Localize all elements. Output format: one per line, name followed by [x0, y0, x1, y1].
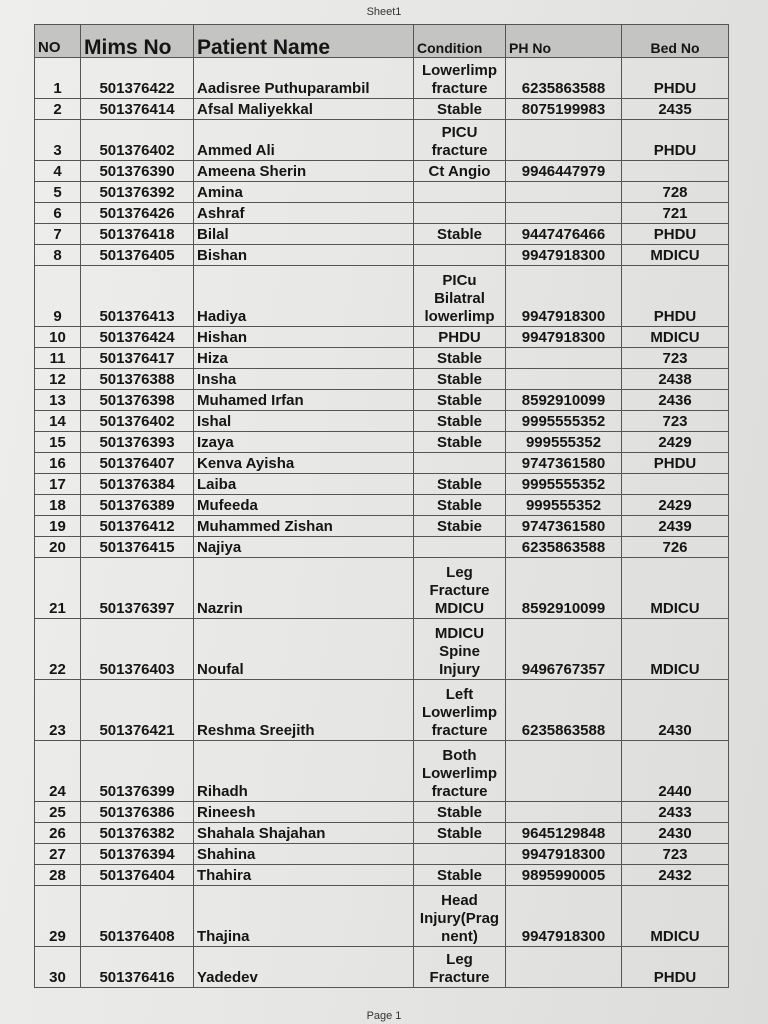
cell-mims-no: 501376398	[81, 390, 194, 411]
cell-condition	[414, 266, 506, 327]
cell-bed-no: 726	[622, 537, 729, 558]
cell-ph-no: 9447476466	[506, 224, 622, 245]
cell-no: 5	[35, 182, 81, 203]
header-condition: Condition	[414, 25, 506, 58]
condition-line: Stable	[436, 413, 482, 430]
cell-ph-no: 999555352	[506, 432, 622, 453]
condition-line: Stable	[436, 825, 482, 842]
cell-ph-no	[506, 348, 622, 369]
cell-no: 29	[35, 886, 81, 947]
cell-bed-no: 2439	[622, 516, 729, 537]
cell-mims-no: 501376417	[81, 348, 194, 369]
header-ph-no: PH No	[506, 25, 622, 58]
cell-ph-no: 9747361580	[506, 516, 622, 537]
header-mims-no: Mims No	[81, 25, 194, 58]
condition-line: Injury(Prag	[419, 910, 500, 927]
condition-line: Ct Angio	[428, 163, 491, 180]
cell-no: 10	[35, 327, 81, 348]
condition-line: Stable	[436, 392, 482, 409]
cell-no: 11	[35, 348, 81, 369]
cell-no: 7	[35, 224, 81, 245]
cell-patient-name: Laiba	[194, 474, 414, 495]
cell-mims-no: 501376414	[81, 99, 194, 120]
condition-line: Stable	[436, 226, 482, 243]
cell-mims-no: 501376388	[81, 369, 194, 390]
cell-condition	[414, 432, 506, 453]
table-row	[35, 266, 729, 327]
cell-mims-no: 501376393	[81, 432, 194, 453]
cell-mims-no: 501376382	[81, 823, 194, 844]
cell-ph-no: 6235863588	[506, 680, 622, 741]
sheet-title: Sheet1	[366, 6, 402, 18]
cell-mims-no: 501376418	[81, 224, 194, 245]
cell-mims-no: 501376408	[81, 886, 194, 947]
table-row	[35, 741, 729, 802]
table-header-row	[35, 25, 729, 58]
header-patient-name: Patient Name	[194, 25, 414, 58]
cell-condition	[414, 844, 506, 865]
cell-patient-name: Thajina	[194, 886, 414, 947]
cell-ph-no: 9496767357	[506, 619, 622, 680]
cell-patient-name: Muhamed Irfan	[194, 390, 414, 411]
condition-line: fracture	[431, 783, 488, 800]
table-row	[35, 474, 729, 495]
table-row	[35, 224, 729, 245]
cell-no: 19	[35, 516, 81, 537]
cell-condition	[414, 369, 506, 390]
cell-condition	[414, 865, 506, 886]
cell-bed-no: 2440	[622, 741, 729, 802]
cell-no: 23	[35, 680, 81, 741]
table-row	[35, 327, 729, 348]
condition-line: Stable	[436, 804, 482, 821]
cell-condition	[414, 474, 506, 495]
cell-patient-name: Afsal Maliyekkal	[194, 99, 414, 120]
cell-mims-no: 501376405	[81, 245, 194, 266]
cell-bed-no: MDICU	[622, 619, 729, 680]
table-row	[35, 516, 729, 537]
cell-patient-name: Thahira	[194, 865, 414, 886]
cell-mims-no: 501376394	[81, 844, 194, 865]
cell-ph-no: 9895990005	[506, 865, 622, 886]
cell-ph-no	[506, 369, 622, 390]
cell-no: 30	[35, 947, 81, 988]
cell-ph-no	[506, 120, 622, 161]
cell-bed-no: 723	[622, 844, 729, 865]
cell-bed-no: PHDU	[622, 947, 729, 988]
cell-bed-no: 728	[622, 182, 729, 203]
cell-patient-name: Bishan	[194, 245, 414, 266]
cell-no: 20	[35, 537, 81, 558]
cell-mims-no: 501376416	[81, 947, 194, 988]
cell-condition	[414, 203, 506, 224]
cell-ph-no: 6235863588	[506, 58, 622, 99]
cell-mims-no: 501376426	[81, 203, 194, 224]
table-row	[35, 947, 729, 988]
table-row	[35, 823, 729, 844]
condition-line: fracture	[431, 80, 488, 97]
condition-line: PHDU	[438, 329, 481, 346]
cell-mims-no: 501376402	[81, 411, 194, 432]
cell-patient-name: Hadiya	[194, 266, 414, 327]
cell-condition	[414, 120, 506, 161]
table-row	[35, 537, 729, 558]
cell-condition	[414, 619, 506, 680]
condition-line: Stable	[436, 476, 482, 493]
cell-no: 24	[35, 741, 81, 802]
condition-line: Both	[442, 747, 477, 764]
condition-line: Stable	[436, 497, 482, 514]
table-row	[35, 619, 729, 680]
cell-ph-no: 9995555352	[506, 411, 622, 432]
cell-patient-name: Amina	[194, 182, 414, 203]
cell-bed-no: MDICU	[622, 886, 729, 947]
cell-patient-name: Reshma Sreejith	[194, 680, 414, 741]
table-row	[35, 245, 729, 266]
cell-no: 28	[35, 865, 81, 886]
cell-patient-name: Aadisree Puthuparambil	[194, 58, 414, 99]
cell-condition	[414, 161, 506, 182]
condition-line: Stabie	[436, 518, 482, 535]
condition-line: PICU	[441, 124, 478, 141]
cell-bed-no: 2438	[622, 369, 729, 390]
cell-bed-no: 2432	[622, 865, 729, 886]
condition-line: Lowerlimp	[421, 62, 497, 79]
table-row	[35, 161, 729, 182]
cell-ph-no: 999555352	[506, 495, 622, 516]
condition-line: Bilatral	[434, 290, 485, 307]
cell-patient-name: Ammed Ali	[194, 120, 414, 161]
cell-no: 21	[35, 558, 81, 619]
cell-patient-name: Ashraf	[194, 203, 414, 224]
cell-mims-no: 501376389	[81, 495, 194, 516]
cell-patient-name: Hiza	[194, 348, 414, 369]
cell-bed-no: PHDU	[622, 224, 729, 245]
cell-bed-no: MDICU	[622, 558, 729, 619]
table-row	[35, 348, 729, 369]
cell-bed-no	[622, 474, 729, 495]
condition-line: Injury	[439, 661, 480, 678]
table-row	[35, 844, 729, 865]
cell-patient-name: Noufal	[194, 619, 414, 680]
cell-no: 3	[35, 120, 81, 161]
table-row	[35, 369, 729, 390]
cell-condition	[414, 886, 506, 947]
cell-mims-no: 501376413	[81, 266, 194, 327]
cell-bed-no: 723	[622, 411, 729, 432]
table-row	[35, 802, 729, 823]
table-row	[35, 99, 729, 120]
cell-bed-no: 2435	[622, 99, 729, 120]
cell-patient-name: Ishal	[194, 411, 414, 432]
cell-patient-name: Mufeeda	[194, 495, 414, 516]
cell-mims-no: 501376399	[81, 741, 194, 802]
cell-no: 13	[35, 390, 81, 411]
condition-line: lowerlimp	[424, 308, 495, 325]
cell-no: 27	[35, 844, 81, 865]
table-row	[35, 453, 729, 474]
table-row	[35, 680, 729, 741]
cell-bed-no: PHDU	[622, 266, 729, 327]
table-row	[35, 411, 729, 432]
table-row	[35, 203, 729, 224]
cell-no: 16	[35, 453, 81, 474]
cell-ph-no: 9747361580	[506, 453, 622, 474]
condition-line: Stable	[436, 371, 482, 388]
table-row	[35, 390, 729, 411]
condition-line: Stable	[436, 101, 482, 118]
cell-mims-no: 501376415	[81, 537, 194, 558]
cell-patient-name: Insha	[194, 369, 414, 390]
cell-no: 12	[35, 369, 81, 390]
cell-mims-no: 501376397	[81, 558, 194, 619]
cell-mims-no: 501376412	[81, 516, 194, 537]
cell-patient-name: Kenva Ayisha	[194, 453, 414, 474]
cell-ph-no: 9947918300	[506, 327, 622, 348]
page-footer: Page 1	[366, 1010, 402, 1022]
cell-condition	[414, 558, 506, 619]
cell-bed-no: 2433	[622, 802, 729, 823]
condition-line: Left	[445, 686, 474, 703]
cell-bed-no: 2430	[622, 823, 729, 844]
cell-condition	[414, 537, 506, 558]
condition-line: Lowerlimp	[421, 765, 497, 782]
cell-condition	[414, 224, 506, 245]
cell-condition	[414, 680, 506, 741]
condition-line: PICu	[442, 272, 477, 289]
cell-mims-no: 501376422	[81, 58, 194, 99]
cell-condition	[414, 390, 506, 411]
condition-line: Leg	[446, 951, 473, 968]
condition-line: Fracture	[429, 582, 490, 599]
cell-mims-no: 501376392	[81, 182, 194, 203]
condition-line: fracture	[431, 142, 488, 159]
cell-patient-name: Muhammed Zishan	[194, 516, 414, 537]
cell-ph-no: 9645129848	[506, 823, 622, 844]
cell-no: 15	[35, 432, 81, 453]
cell-ph-no	[506, 802, 622, 823]
table-row	[35, 432, 729, 453]
condition-line: nent)	[441, 928, 478, 945]
cell-mims-no: 501376421	[81, 680, 194, 741]
table-row	[35, 495, 729, 516]
cell-condition	[414, 741, 506, 802]
cell-patient-name: Yadedev	[194, 947, 414, 988]
cell-patient-name: Rineesh	[194, 802, 414, 823]
cell-ph-no: 9947918300	[506, 266, 622, 327]
cell-ph-no: 9947918300	[506, 886, 622, 947]
cell-bed-no: PHDU	[622, 453, 729, 474]
condition-line: Head	[441, 892, 478, 909]
cell-no: 25	[35, 802, 81, 823]
cell-condition	[414, 99, 506, 120]
cell-no: 14	[35, 411, 81, 432]
cell-bed-no: 2430	[622, 680, 729, 741]
cell-no: 9	[35, 266, 81, 327]
cell-patient-name: Shahina	[194, 844, 414, 865]
cell-condition	[414, 411, 506, 432]
cell-patient-name: Rihadh	[194, 741, 414, 802]
condition-line: Spine	[439, 643, 480, 660]
cell-condition	[414, 245, 506, 266]
cell-no: 6	[35, 203, 81, 224]
cell-patient-name: Ameena Sherin	[194, 161, 414, 182]
cell-mims-no: 501376384	[81, 474, 194, 495]
cell-bed-no: 2429	[622, 495, 729, 516]
cell-bed-no: MDICU	[622, 327, 729, 348]
cell-patient-name: Najiya	[194, 537, 414, 558]
cell-ph-no: 9947918300	[506, 245, 622, 266]
cell-ph-no	[506, 203, 622, 224]
cell-patient-name: Bilal	[194, 224, 414, 245]
cell-ph-no	[506, 947, 622, 988]
cell-bed-no: 723	[622, 348, 729, 369]
cell-no: 2	[35, 99, 81, 120]
cell-ph-no: 9947918300	[506, 844, 622, 865]
cell-no: 17	[35, 474, 81, 495]
cell-no: 4	[35, 161, 81, 182]
table-row	[35, 120, 729, 161]
cell-no: 8	[35, 245, 81, 266]
cell-bed-no: PHDU	[622, 120, 729, 161]
cell-mims-no: 501376402	[81, 120, 194, 161]
table-row	[35, 865, 729, 886]
cell-patient-name: Shahala Shajahan	[194, 823, 414, 844]
cell-no: 26	[35, 823, 81, 844]
condition-line: Lowerlimp	[421, 704, 497, 721]
cell-ph-no: 8075199983	[506, 99, 622, 120]
cell-mims-no: 501376390	[81, 161, 194, 182]
cell-ph-no	[506, 741, 622, 802]
cell-bed-no: MDICU	[622, 245, 729, 266]
cell-patient-name: Izaya	[194, 432, 414, 453]
cell-mims-no: 501376404	[81, 865, 194, 886]
cell-condition	[414, 516, 506, 537]
condition-line: MDICU	[434, 600, 485, 617]
cell-mims-no: 501376424	[81, 327, 194, 348]
cell-condition	[414, 802, 506, 823]
table-row	[35, 182, 729, 203]
cell-condition	[414, 327, 506, 348]
condition-line: Fracture	[429, 969, 490, 986]
header-no: NO	[35, 25, 81, 58]
cell-bed-no: 721	[622, 203, 729, 224]
patient-table	[34, 24, 729, 988]
cell-ph-no: 8592910099	[506, 558, 622, 619]
cell-ph-no: 9946447979	[506, 161, 622, 182]
cell-ph-no	[506, 182, 622, 203]
cell-no: 22	[35, 619, 81, 680]
cell-condition	[414, 823, 506, 844]
condition-line: Stable	[436, 867, 482, 884]
cell-mims-no: 501376407	[81, 453, 194, 474]
cell-bed-no: PHDU	[622, 58, 729, 99]
cell-condition	[414, 947, 506, 988]
cell-no: 1	[35, 58, 81, 99]
header-bed-no: Bed No	[622, 25, 729, 58]
table-row	[35, 886, 729, 947]
cell-patient-name: Hishan	[194, 327, 414, 348]
cell-condition	[414, 182, 506, 203]
cell-bed-no: 2436	[622, 390, 729, 411]
cell-bed-no: 2429	[622, 432, 729, 453]
cell-mims-no: 501376403	[81, 619, 194, 680]
cell-ph-no: 9995555352	[506, 474, 622, 495]
table-row	[35, 558, 729, 619]
cell-condition	[414, 348, 506, 369]
cell-mims-no: 501376386	[81, 802, 194, 823]
table-row	[35, 58, 729, 99]
condition-line: Leg	[446, 564, 473, 581]
cell-condition	[414, 453, 506, 474]
cell-ph-no: 8592910099	[506, 390, 622, 411]
cell-bed-no	[622, 161, 729, 182]
condition-line: fracture	[431, 722, 488, 739]
condition-line: Stable	[436, 434, 482, 451]
cell-no: 18	[35, 495, 81, 516]
cell-condition	[414, 495, 506, 516]
cell-patient-name: Nazrin	[194, 558, 414, 619]
condition-line: MDICU	[434, 625, 485, 642]
condition-line: Stable	[436, 350, 482, 367]
cell-condition	[414, 58, 506, 99]
cell-ph-no: 6235863588	[506, 537, 622, 558]
